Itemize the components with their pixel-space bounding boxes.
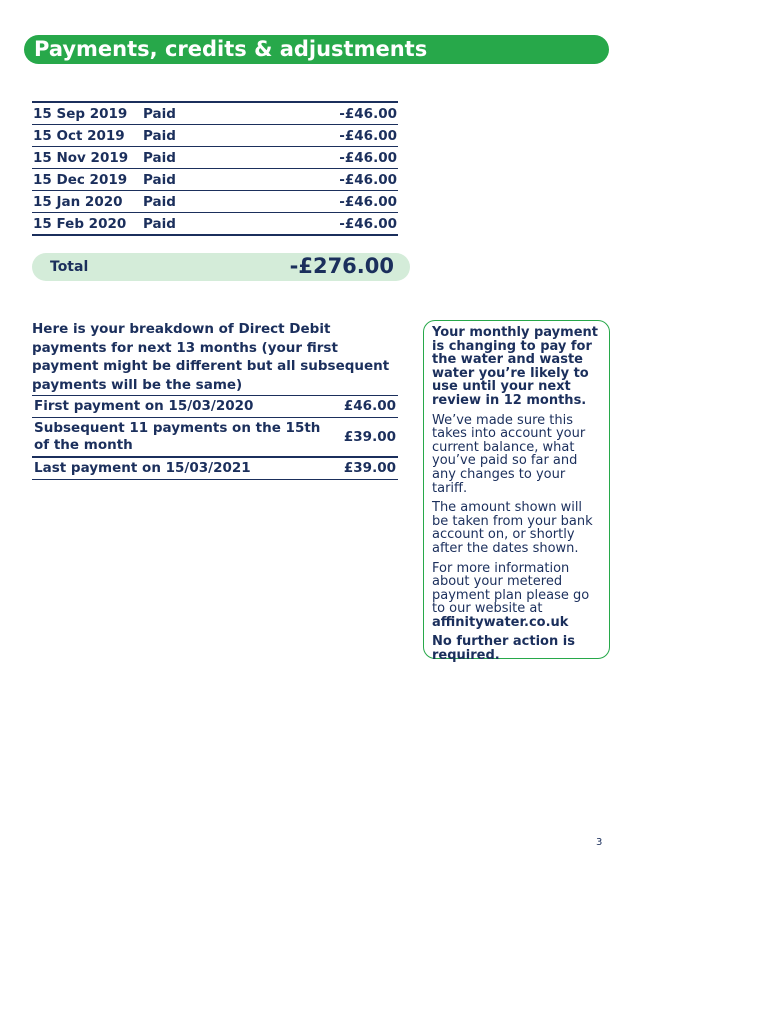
payment-status: Paid <box>142 169 237 191</box>
schedule-amount: £46.00 <box>324 396 398 418</box>
table-row <box>32 213 398 236</box>
schedule-label: First payment on 15/03/2020 <box>32 396 324 418</box>
table-row <box>32 396 398 418</box>
payment-date: 15 Dec 2019 <box>32 169 142 191</box>
payment-status: Paid <box>142 191 237 213</box>
payment-amount: -£46.00 <box>237 213 399 236</box>
info-box <box>423 320 610 664</box>
info-paragraph <box>432 562 601 630</box>
payments-table <box>32 101 398 236</box>
payment-date: 15 Feb 2020 <box>32 213 142 236</box>
table-row <box>32 418 398 458</box>
schedule-label: Last payment on 15/03/2021 <box>32 457 324 480</box>
payment-amount: -£46.00 <box>237 102 399 125</box>
table-row <box>32 169 398 191</box>
payment-status: Paid <box>142 213 237 236</box>
table-row <box>32 102 398 125</box>
section-title: Payments, credits & adjustments <box>34 37 428 61</box>
payment-amount: -£46.00 <box>237 191 399 213</box>
payment-amount: -£46.00 <box>237 147 399 169</box>
payment-status: Paid <box>142 125 237 147</box>
total-value: -£276.00 <box>289 254 394 278</box>
section-header-bar <box>24 35 609 64</box>
schedule-amount: £39.00 <box>324 457 398 480</box>
table-row <box>32 191 398 213</box>
payment-date: 15 Nov 2019 <box>32 147 142 169</box>
schedule-amount: £39.00 <box>324 418 398 458</box>
total-bar <box>32 253 410 281</box>
table-row <box>32 125 398 147</box>
info-heading: Your monthly payment is changing to pay for the water and waste water you’re likely to use until your next review in 12 months. <box>432 325 598 408</box>
payment-date: 15 Jan 2020 <box>32 191 142 213</box>
payment-amount: -£46.00 <box>237 169 399 191</box>
payment-date: 15 Oct 2019 <box>32 125 142 147</box>
info-paragraph: We’ve made sure this takes into account your current balance, what you’ve paid so far and any changes to your tariff. <box>432 412 586 496</box>
total-label: Total <box>50 259 89 275</box>
info-paragraph: The amount shown will be taken from your bank account on, or shortly after the dates shown. <box>432 500 593 556</box>
direct-debit-schedule-table <box>32 395 398 480</box>
website-link[interactable]: affinitywater.co.uk <box>432 614 569 630</box>
payment-amount: -£46.00 <box>237 125 399 147</box>
schedule-label: Subsequent 11 payments on the 15th of the month <box>32 418 324 458</box>
info-more-text: For more information about your metered payment plan please go to our website at <box>432 560 590 617</box>
table-row <box>32 147 398 169</box>
table-row <box>32 457 398 480</box>
payment-status: Paid <box>142 102 237 125</box>
info-closing: No further action is required. <box>432 634 575 664</box>
payment-status: Paid <box>142 147 237 169</box>
page-number: 3 <box>596 837 603 848</box>
payment-date: 15 Sep 2019 <box>32 102 142 125</box>
breakdown-intro: Here is your breakdown of Direct Debit payments for next 13 months (your first payment might be different but all subsequent payments will be the same) <box>32 321 390 393</box>
